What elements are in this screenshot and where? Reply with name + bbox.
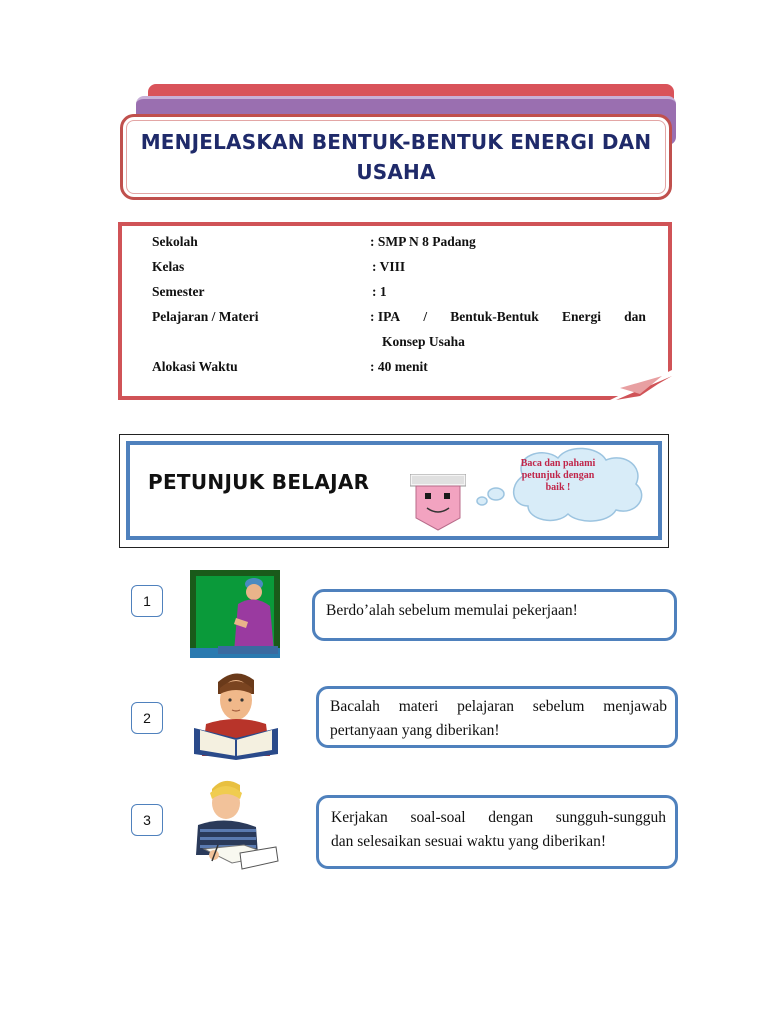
step-2-box [316,686,678,748]
materi-value-line2: Konsep Usaha [382,334,465,349]
title-banner [120,114,672,200]
materi-word: dan [624,309,646,324]
materi-word: : IPA [370,309,401,324]
cloud-line: baik ! [545,482,571,493]
cloud-message [518,458,598,494]
petunjuk-title: PETUNJUK BELAJAR [148,470,370,494]
info-box [118,222,672,400]
praying-person-illustration [190,570,280,658]
materi-label: Pelajaran / Materi [152,309,259,324]
step-number-badge: 1 [131,585,163,617]
materi-word: / [423,309,428,324]
materi-word: Bentuk-Bentuk [450,309,539,324]
step-3-text-line2: dan selesaikan sesuai waktu yang diberikan! [331,833,607,850]
cloud-line: Baca dan pahami [520,458,596,469]
step-number-badge: 3 [131,804,163,836]
step-1-text: Berdo’alah sebelum memulai pekerjaan! [326,602,578,619]
step-number-badge: 2 [131,702,163,734]
kelas-value: : VIII [372,259,406,274]
writing-student-illustration [184,775,280,879]
smiley-pencil-icon [410,474,466,532]
semester-label: Semester [152,284,205,299]
sekolah-value: : SMP N 8 Padang [370,234,476,249]
sekolah-label: Sekolah [152,234,198,249]
page-title: MENJELASKAN BENTUK-BENTUK ENERGI DAN USAHA [140,130,652,184]
materi-word: Energi [561,309,601,324]
alokasi-label: Alokasi Waktu [152,359,238,374]
cloud-line: petunjuk dengan [521,470,595,481]
step-2-text-line2: pertanyaan yang diberikan! [330,722,500,739]
alokasi-value: : 40 menit [370,359,428,374]
materi-value [370,309,646,325]
kelas-label: Kelas [152,259,185,274]
step-1-box [312,589,677,641]
reading-person-illustration [192,668,280,760]
semester-value: : 1 [372,284,387,299]
step-2-text-line1: Bacalah materi pelajaran sebelum menjawab [330,698,667,715]
step-3-text-line1: Kerjakan soal-soal dengan sungguh-sungguh [331,809,666,826]
step-3-box [316,795,678,869]
